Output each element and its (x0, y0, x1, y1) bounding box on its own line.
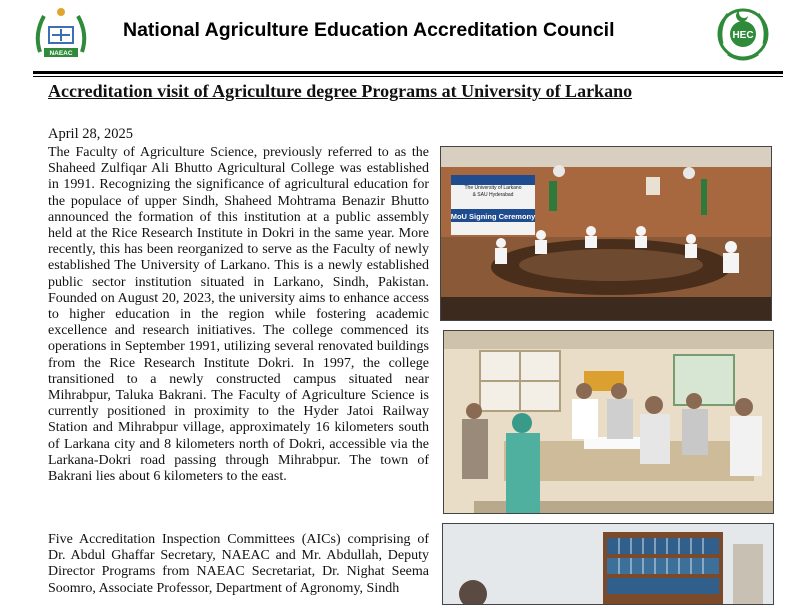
photo-inspection-visit (443, 330, 774, 514)
naeac-logo (30, 4, 92, 68)
photo-mou-ceremony (440, 146, 772, 321)
header-rule-thick (33, 71, 783, 74)
article-paragraph-2: Five Accreditation Inspection Committees (AICs) comprising of Dr. Abdul Ghaffar Secretary, NAEAC and Mr. Abdullah, Deputy Director Programs from NAEAC Secretariat, Dr. Nighat Seema Soomro, Associate Professor, Department of Agronomy, Sindh (48, 532, 429, 596)
article-headline: Accreditation visit of Agriculture degree Programs at University of Larkano (48, 81, 633, 101)
page-header (0, 0, 792, 80)
hec-logo-text: HEC (732, 30, 754, 41)
article-paragraph-1: The Faculty of Agriculture Science, previously referred to as the Shaheed Zulfiqar Ali Bhutto Agricultural College was established in 1991. Recognizing the significance of agricultural education for the populace of upper Sindh, Shaheed Mohtrama Benazir Bhutto announced the formation of this institution at a public assembly held at the Rice Research Institute in Dokri in the same year. More recently, this has been reorganized to serve as the Faculty of newly established The University of Larkano. This is a newly established public sector institution situated in Larkano, Sindh, Pakistan. Founded on August 20, 2023, the university aims to enhance access to higher education in the region while fostering academic excellence and research initiatives. The college commenced its operations in September 1991, utilizing several renovated buildings from the Rice Research Institute Dokri. In 1997, the college transitioned to a newly constructed campus situated near Mihrabpur, Taluka Bakrani. The Faculty of Agriculture Science is currently positioned in proximity to the Hyder Jatoi Railway Station and Mihrabpur village, approximately 16 kilometers south of Larkana city and 8 kilometers north of Dokri, accessible via the Larkana-Dokri road passing through Mihrabpur. The town of Bakrani lies about 6 kilometers to the east. (48, 145, 429, 485)
banner-line-1: The University of Larkano (464, 185, 522, 191)
banner-line-2: & SAU Hyderabad (472, 192, 514, 198)
hec-logo (714, 4, 772, 68)
naeac-logo-text: NAEAC (49, 50, 73, 57)
banner-title: MoU Signing Ceremony (450, 212, 536, 221)
header-rule-thin (33, 76, 783, 77)
article-date: April 28, 2025 (48, 126, 133, 142)
organization-title: National Agriculture Education Accreditation Council (123, 19, 615, 41)
